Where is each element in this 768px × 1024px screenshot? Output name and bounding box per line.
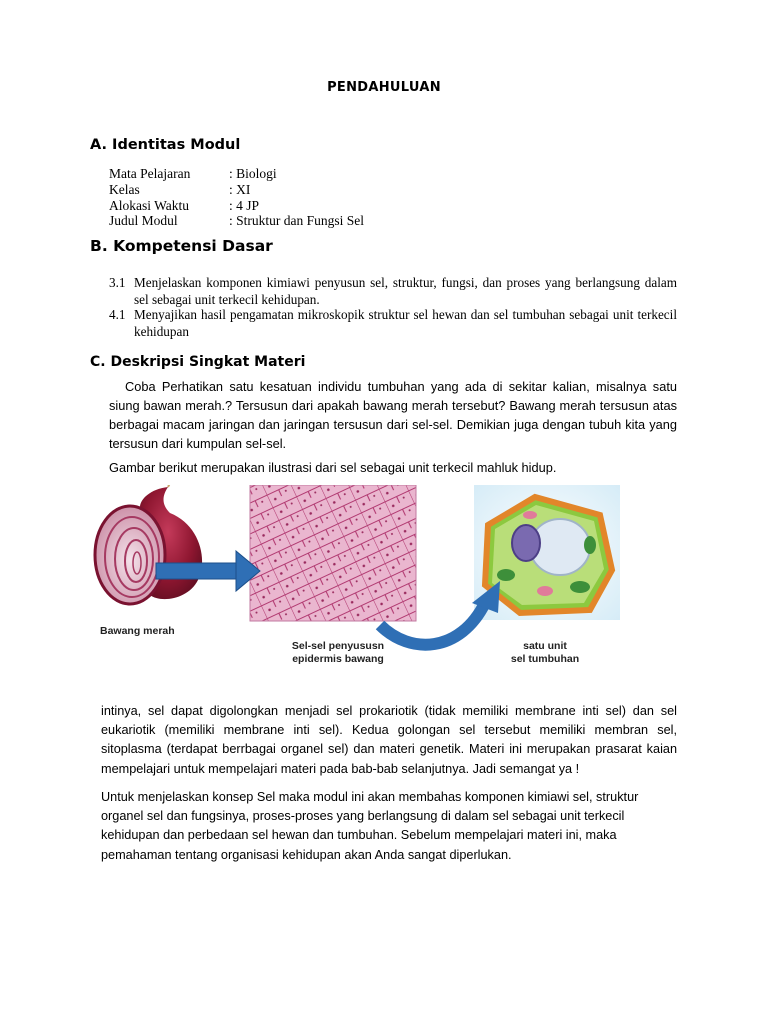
epidermis-image (250, 485, 416, 621)
identity-row: Alokasi Waktu : 4 JP (109, 198, 260, 213)
caption-epidermis: Sel-sel penyususn epidermis bawang (291, 640, 385, 665)
page-title: PENDAHULUAN (327, 80, 441, 95)
cell-types-paragraph: intinya, sel dapat digolongkan menjadi sel prokariotik (tidak memiliki membrane inti sel) dan sel eukariotik (memiliki membrane inti sel). Kedua golongan sel tersebut memiliki membran sel, sitoplasma (terdapat berrbagai organel sel) dan materi genetik. Materi ini merupakan prasarat kaian mempelajari untuk mempelajari materi pada bab-bab selanjutnya. Jadi semangat ya ! (101, 704, 677, 776)
figure-intro-paragraph: Gambar berikut merupakan ilustrasi dari sel sebagai unit terkecil mahluk hidup. (109, 460, 557, 475)
onion-image (95, 485, 202, 604)
identity-row: Kelas : XI (109, 182, 251, 197)
identity-row: Judul Modul : Struktur dan Fungsi Sel (109, 213, 365, 228)
module-scope-paragraph: Untuk menjelaskan konsep Sel maka modul ini akan membahas komponen kimiawi sel, struktur organel sel dan fungsinya, proses-proses yang berlangsung di dalam sel sebagai unit terkecil kehidupan dan perbedaan sel hewan dan tumbuhan. Sebelum mempelajari materi ini, maka pemahaman tentang organisasi kehidupan akan Anda sangat diperlukan. (101, 790, 639, 862)
competency-number: 3.1 (109, 275, 126, 290)
section-a-heading: A. Identitas Modul (90, 137, 241, 153)
competency-text: Menjelaskan komponen kimiawi penyusun sel, struktur, fungsi, dan proses yang berlangsung dalam sel sebagai unit terkecil kehidupan. (134, 275, 677, 307)
section-b-heading: B. Kompetensi Dasar (90, 237, 273, 255)
caption-plant-cell: satu unit sel tumbuhan (510, 640, 580, 665)
identity-row: Mata Pelajaran : Biologi (109, 166, 277, 181)
section-c-heading: C. Deskripsi Singkat Materi (90, 354, 306, 370)
competency-item (109, 274, 677, 308)
competency-text: Menyajikan hasil pengamatan mikroskopik struktur sel hewan dan sel tumbuhan sebagai unit terkecil kehidupan (134, 307, 677, 339)
competency-number: 4.1 (109, 307, 126, 322)
caption-onion: Bawang merah (100, 625, 175, 637)
competency-item (109, 306, 677, 340)
intro-paragraph: Coba Perhatikan satu kesatuan individu tumbuhan yang ada di sekitar kalian, misalnya satu siung bawan merah.? Tersusun dari apakah bawang merah tersebut? Bawang merah tersusun atas berbagai macam jaringan dan jaringan tersusun dari sel-sel. Demikian juga dengan tubuh kita yang tersusun dari kumpulan sel-sel. (109, 379, 677, 451)
